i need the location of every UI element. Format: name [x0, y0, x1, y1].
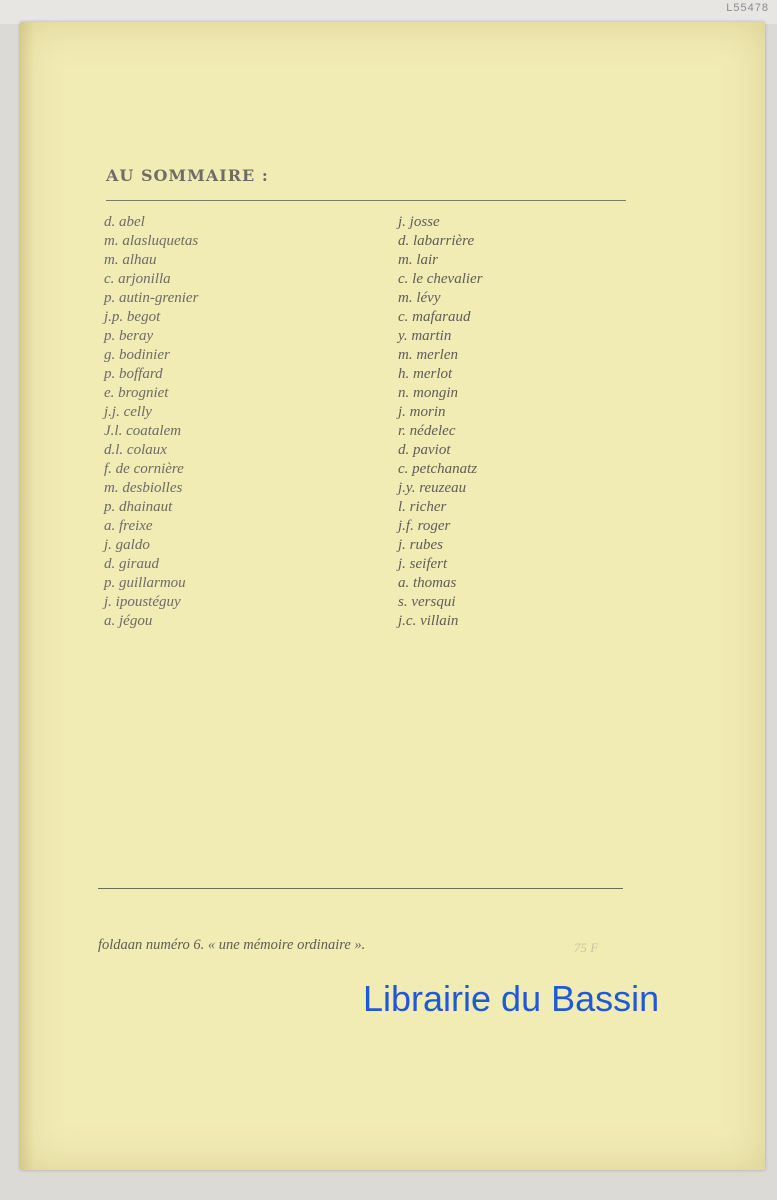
top-divider [106, 200, 626, 201]
issue-title: foldaan numéro 6. « une mémoire ordinaire ». [98, 937, 366, 953]
contributor-name: d. abel [104, 214, 145, 230]
bookseller-watermark: Librairie du Bassin [363, 978, 660, 1019]
contributor-name: j. rubes [398, 537, 443, 553]
contributor-name: j. seifert [398, 556, 448, 572]
contributor-name: n. mongin [398, 385, 458, 401]
contributor-name: a. jégou [104, 613, 153, 629]
contributor-name: a. freixe [104, 518, 153, 534]
contributor-name: m. desbiolles [104, 480, 183, 496]
spine-shadow [20, 22, 34, 1170]
contributor-name: p. beray [104, 328, 154, 344]
contributor-name: c. petchanatz [398, 461, 478, 477]
contributor-name: m. alhau [104, 252, 157, 268]
contributor-name: j. josse [398, 214, 440, 230]
contributor-name: d. labarrière [398, 233, 475, 249]
contributors-right-column [398, 213, 483, 631]
contributor-name: j.f. roger [398, 518, 451, 534]
contributor-name: m. merlen [398, 347, 458, 363]
contributor-name: m. lair [398, 252, 439, 268]
contributor-name: j. galdo [104, 537, 150, 553]
contributor-name: j.j. celly [104, 404, 152, 420]
contributor-name: s. versqui [398, 594, 456, 610]
contributor-name: c. arjonilla [104, 271, 171, 287]
contributor-name: f. de cornière [104, 461, 184, 477]
contributor-name: j.c. villain [398, 613, 459, 629]
contributor-name: r. nédelec [398, 423, 456, 439]
contributor-name: h. merlot [398, 366, 453, 382]
contributor-name: p. guillarmou [104, 575, 186, 591]
contributor-name: j.p. begot [104, 309, 161, 325]
contributor-name: l. richer [398, 499, 447, 515]
contributor-name: p. boffard [104, 366, 163, 382]
inventory-note: L55478 [726, 2, 769, 14]
contributor-name: c. mafaraud [398, 309, 471, 325]
contributor-name: p. dhainaut [104, 499, 173, 515]
contributor-name: y. martin [398, 328, 452, 344]
contributor-name: g. bodinier [104, 347, 170, 363]
scanner-background [0, 0, 777, 24]
contributor-name: p. autin-grenier [104, 290, 199, 306]
contributors-left-column [104, 213, 198, 631]
contributor-name: j. morin [398, 404, 446, 420]
contributor-name: m. alasluquetas [104, 233, 199, 249]
contributor-name: m. lévy [398, 290, 441, 306]
contributor-name: a. thomas [398, 575, 457, 591]
contributor-name: d.l. colaux [104, 442, 167, 458]
contributor-name: d. paviot [398, 442, 451, 458]
contributor-name: c. le chevalier [398, 271, 483, 287]
contributor-name: J.l. coatalem [104, 423, 182, 439]
contents-heading: AU SOMMAIRE : [106, 166, 269, 185]
bottom-divider [98, 888, 623, 889]
contributor-name: j.y. reuzeau [398, 480, 467, 496]
price-stamp: 75 F [574, 940, 599, 955]
contributor-name: d. giraud [104, 556, 160, 572]
contributor-name: j. ipoustéguy [104, 594, 181, 610]
contributor-name: e. brogniet [104, 385, 169, 401]
